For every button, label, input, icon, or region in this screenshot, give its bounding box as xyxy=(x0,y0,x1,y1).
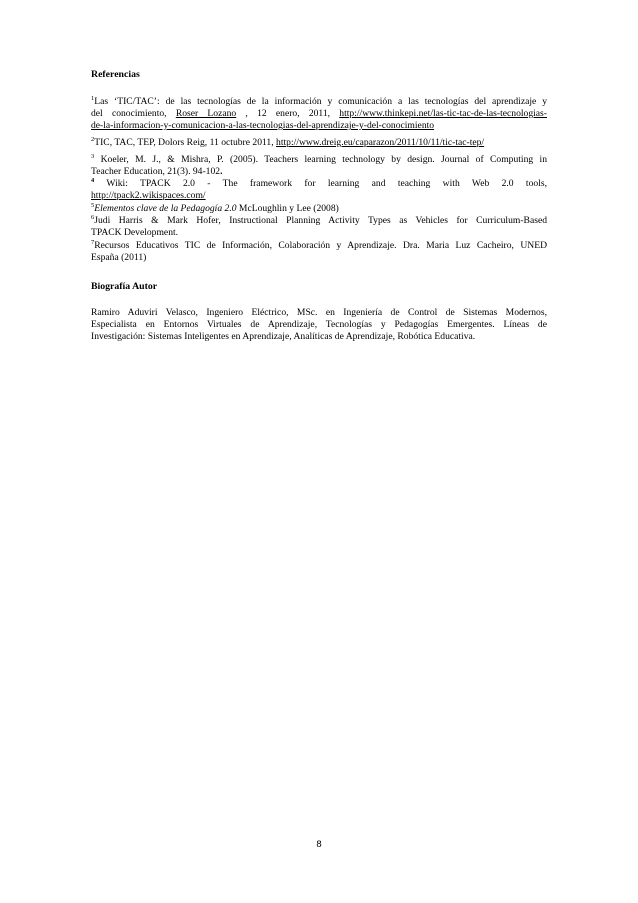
reference-1-text-pre: del conocimiento, xyxy=(91,108,176,120)
reference-3 xyxy=(91,154,547,178)
reference-2-url[interactable]: http://www.dreig.eu/caparazon/2011/10/11/tic-tac-tep/ xyxy=(276,137,485,148)
reference-2 xyxy=(91,137,547,149)
reference-3-line2: Teacher Education, 21(3). 94-102 xyxy=(91,166,221,178)
reference-5-italic-title: Elementos clave de la Pedagogía 2.0 xyxy=(94,203,237,214)
page-number: 8 xyxy=(316,839,322,850)
reference-7 xyxy=(91,240,547,264)
reference-7-line2: España (2011) xyxy=(91,252,147,264)
reference-4-number: 4 xyxy=(91,177,95,184)
reference-3-line2-end: . xyxy=(220,166,223,178)
reference-6 xyxy=(91,215,547,239)
reference-6-number: 6 xyxy=(91,214,95,221)
reference-1-url-part2[interactable]: de-la-informacion-y-comunicacion-a-las-tecnologias-del-aprendizaje-y-del-conocimiento xyxy=(91,120,435,132)
biography-line1: Ramiro Aduviri Velasco, Ingeniero Eléctrico, MSc. en Ingeniería de Control de Sistemas Modernos, xyxy=(91,307,547,318)
reference-1-author-link[interactable]: Roser Lozano xyxy=(175,108,237,120)
reference-4-line1: Wiki: TPACK 2.0 - The framework for learning and teaching with Web 2.0 tools, xyxy=(94,178,547,189)
reference-1 xyxy=(91,96,547,132)
references-heading: Referencias xyxy=(91,69,140,80)
biography-line2: Especialista en Entornos Virtuales de Aprendizaje, Tecnologías y Pedagogías Emergentes. Líneas de xyxy=(91,319,547,331)
reference-6-line2: TPACK Development. xyxy=(91,227,179,239)
reference-1-line1: Las ‘TIC/TAC’: de las tecnologías de la información y comunicación a las tecnologías del aprendizaje y xyxy=(94,96,547,107)
reference-5 xyxy=(91,203,547,215)
biography-heading: Biografía Autor xyxy=(91,281,158,292)
reference-1-text-mid: , 12 enero, 2011, xyxy=(236,108,340,120)
reference-1-url-part1[interactable]: http://www.thinkepi.net/las-tic-tac-de-las-tecnologias- xyxy=(339,108,547,120)
reference-4-url[interactable]: http://tpack2.wikispaces.com/ xyxy=(91,190,206,202)
reference-1-number: 1 xyxy=(91,95,95,102)
reference-6-line1: Judi Harris & Mark Hofer, Instructional Planning Activity Types as Vehicles for Curriculum-Based xyxy=(94,215,547,226)
reference-3-line1: Koeler, M. J., & Mishra, P. (2005). Teachers learning technology by design. Journal of Computing in xyxy=(94,154,547,165)
reference-7-line1: Recursos Educativos TIC de Información, Colaboración y Aprendizaje. Dra. Maria Luz Cacheiro, UNED xyxy=(94,240,547,251)
biography-text xyxy=(91,307,547,343)
reference-5-text: McLoughlin y Lee (2008) xyxy=(236,203,339,214)
reference-5-number: 5 xyxy=(91,202,95,209)
reference-2-text: TIC, TAC, TEP, Dolors Reig, 11 octubre 2011, xyxy=(94,137,277,148)
biography-line3: Investigación: Sistemas Inteligentes en Aprendizaje, Analíticas de Aprendizaje, Robótica Educativa. xyxy=(91,331,476,343)
reference-7-number: 7 xyxy=(91,239,95,246)
reference-3-number: 3 xyxy=(91,153,95,160)
reference-4 xyxy=(91,178,547,202)
reference-2-number: 2 xyxy=(91,136,95,143)
